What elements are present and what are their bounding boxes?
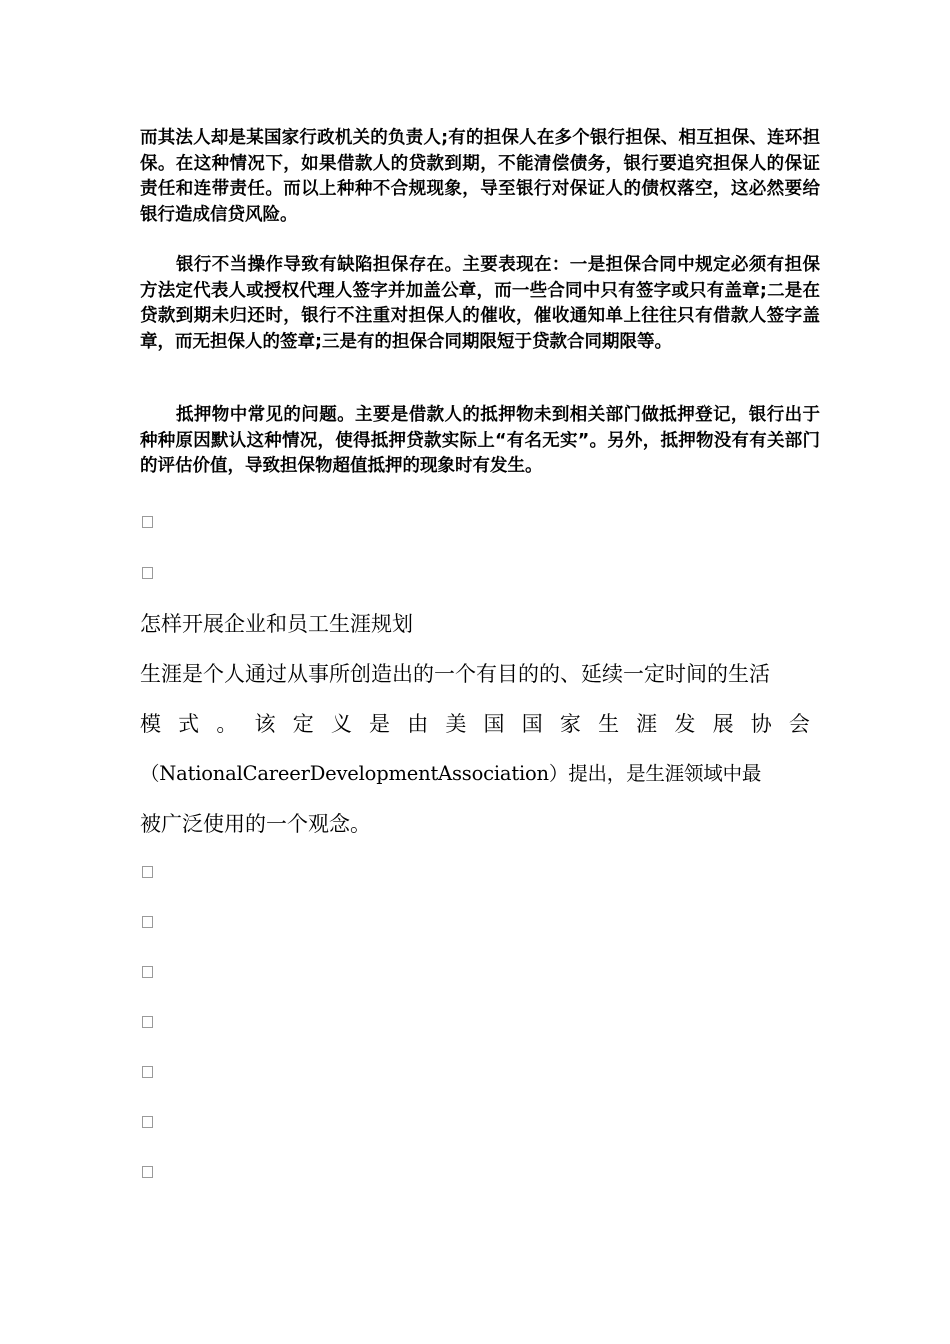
body-line-4: 被广泛使用的一个观念。 [140, 812, 371, 836]
missing-glyph-box [142, 1166, 153, 1178]
paragraph-collateral-problems: 抵押物中常见的问题。主要是借款人的抵押物未到相关部门做抵押登记，银行出于种种原因默认这种情况，使得抵押贷款实际上“有名无实”。另外，抵押物没有有关部门的评估价值，导致担保物超值抵押的现象时有发生。 [140, 405, 820, 476]
line2-char: 国 [521, 712, 543, 736]
line2-char: 美 [445, 712, 467, 736]
line2-char: 展 [712, 712, 734, 736]
missing-glyph-box [142, 1116, 153, 1128]
line2-char: 会 [788, 712, 810, 736]
line2-char: 由 [407, 712, 429, 736]
missing-glyph-box [142, 866, 153, 878]
body-line-2 [140, 709, 810, 739]
line2-char: 发 [674, 712, 696, 736]
line2-char: 国 [483, 712, 505, 736]
line2-char: 涯 [636, 712, 658, 736]
body-line-1: 生涯是个人通过从事所创造出的一个有目的的、延续一定时间的生活 [140, 662, 770, 686]
line2-char: 模 [140, 712, 161, 736]
line2-char: 。 [216, 712, 238, 736]
line2-char: 式 [178, 712, 200, 736]
line2-char: 是 [369, 712, 391, 736]
line2-char: 协 [750, 712, 772, 736]
section-heading: 怎样开展企业和员工生涯规划 [140, 612, 413, 636]
line2-char: 定 [292, 712, 314, 736]
missing-glyph-box [142, 1066, 153, 1078]
body-line-3: （NationalCareerDevelopmentAssociation）提出，是生涯领域中最 [140, 762, 762, 785]
missing-glyph-box [142, 516, 153, 528]
missing-glyph-box [142, 1016, 153, 1028]
paragraph-defective-guarantee: 银行不当操作导致有缺陷担保存在。主要表现在：一是担保合同中规定必须有担保方法定代表人或授权代理人签字并加盖公章，而一些合同中只有签字或只有盖章;二是在贷款到期未归还时，银行不注重对担保人的催收，催收通知单上往往只有借款人签字盖章，而无担保人的签章;三是有的担保合同期限短于贷款合同期限等。 [140, 255, 820, 352]
missing-glyph-box [142, 966, 153, 978]
missing-glyph-box [142, 567, 153, 579]
line2-char: 生 [598, 712, 620, 736]
paragraph-guarantee-risk: 而其法人却是某国家行政机关的负责人;有的担保人在多个银行担保、相互担保、连环担保。在这种情况下，如果借款人的贷款到期，不能清偿债务，银行要追究担保人的保证责任和连带责任。而以上种种不合规现象，导至银行对保证人的债权落空，这必然要给银行造成信贷风险。 [140, 128, 820, 225]
line2-char: 义 [330, 712, 352, 736]
line2-char: 该 [254, 712, 276, 736]
line2-char: 家 [559, 712, 581, 736]
missing-glyph-box [142, 916, 153, 928]
